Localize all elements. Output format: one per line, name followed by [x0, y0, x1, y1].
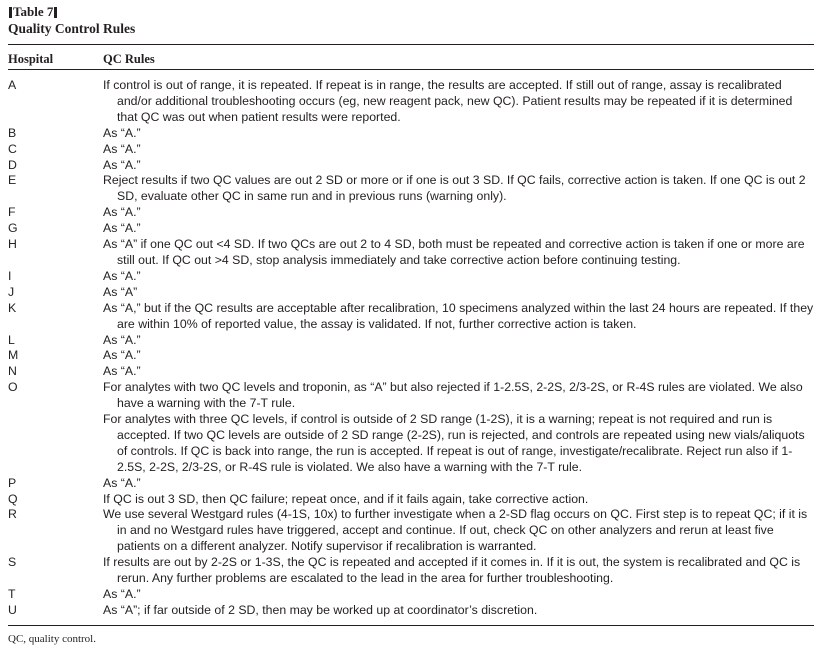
hospital-cell: Q [8, 491, 18, 506]
table-row [8, 476, 814, 492]
qc-rule-text: As “A.” [103, 587, 141, 601]
qc-rules-cell [103, 221, 814, 237]
hospital-cell: K [8, 300, 17, 315]
hospital-cell: E [8, 173, 17, 188]
hospital-cell: L [8, 332, 15, 347]
qc-rules-cell [103, 476, 814, 492]
hospital-cell: O [8, 380, 18, 395]
table-row [8, 587, 814, 603]
table-row [8, 380, 814, 475]
hospital-cell: C [8, 141, 17, 156]
table-title: Quality Control Rules [8, 21, 136, 36]
table-footnote: QC, quality control. [8, 633, 96, 645]
table-row [8, 221, 814, 237]
qc-rule-text: Reject results if two QC values are out 2 SD or more or if one is out 3 SD. If QC fails, corrective action is taken. If one QC is out 2 SD, evaluate other QC in same run and in previous runs (warning only). [103, 173, 806, 204]
qc-rule-text: As “A.” [103, 268, 141, 283]
hospital-cell: P [8, 475, 17, 490]
qc-rule-text: As “A”; if far outside of 2 SD, then may be worked up at coordinator’s discretion. [103, 602, 538, 617]
qc-rule-text: If results are out by 2-2S or 1-3S, the QC is repeated and accepted if it comes in. If it is out, the system is recalibrated and QC is rerun. Any further problems are escalated to the lead in the area for further troubleshooting. [103, 555, 801, 586]
qc-rules-cell [103, 348, 814, 364]
table-row [8, 158, 814, 174]
table-row [8, 364, 814, 380]
qc-rules-cell [103, 142, 814, 158]
qc-rules-cell [103, 555, 814, 587]
table-row [8, 301, 814, 333]
qc-rule-text: As “A.” [103, 141, 141, 156]
table-row [8, 348, 814, 364]
header-hospital: Hospital [8, 52, 54, 66]
qc-rule-text: As “A,” but if the QC results are acceptable after recalibration, 10 specimens analyzed within the last 24 hours are repeated. If they are within 10% of reported value, the assay is validated. If not, further corrective action is taken. [103, 300, 814, 331]
hospital-cell: F [8, 205, 16, 220]
qc-rule-text: As “A.” [103, 221, 141, 236]
table-row [8, 205, 814, 221]
qc-rules-cell [103, 301, 814, 333]
bottom-rule [8, 625, 814, 626]
qc-rule-text: As “A.” [103, 157, 141, 172]
qc-rules-cell [103, 333, 814, 349]
hospital-cell: G [8, 221, 18, 236]
label-marker-left [9, 7, 12, 18]
table-caption [8, 4, 135, 38]
hospital-cell: B [8, 125, 17, 140]
label-marker-right [54, 7, 57, 18]
qc-rule-text: As “A.” [103, 205, 141, 220]
table-label-text: Table 7 [13, 4, 54, 19]
table-body [8, 78, 814, 619]
qc-rule-text: As “A.” [103, 475, 141, 490]
hospital-cell: N [8, 364, 17, 379]
qc-rules-cell [103, 587, 814, 603]
hospital-cell: S [8, 555, 17, 570]
table-row [8, 269, 814, 285]
hospital-cell: R [8, 507, 17, 522]
qc-rules-cell [103, 205, 814, 221]
hospital-cell: M [8, 348, 19, 363]
hospital-cell: I [8, 268, 12, 283]
qc-rule-text: As “A” [103, 284, 138, 299]
qc-rule-text: For analytes with three QC levels, if control is outside of 2 SD range (1-2S), it is a warning; repeat is not required and run is accepted. If two QC levels are outside of 2 SD range (2-2S), run is rejected, and controls are repeated using new vials/aliquots of controls. If QC is back into range, the run is accepted. If repeat is out of range, investigate/recalibrate. Reject run also if 1-2.5S, 2-2S, 2/3-2S, or R-4S rule is violated. We also have a warning with the 7-T rule. [103, 412, 805, 474]
qc-rule-text: We use several Westgard rules (4-1S, 10x) to further investigate when a 2-SD flag occurs on QC. First step is to repeat QC; if it is in and no Westgard rules have triggered, accept and continue. If out, check QC on other analyzers and rerun at least five patients on a different analyzer. Notify supervisor if recalibration is warranted. [103, 507, 808, 554]
qc-rules-cell [103, 507, 814, 555]
qc-rules-cell [103, 173, 814, 205]
table-row [8, 173, 814, 205]
hospital-cell: H [8, 237, 17, 252]
qc-rule-text: As “A.” [103, 364, 141, 379]
table-row [8, 333, 814, 349]
table-row [8, 555, 814, 587]
qc-rule-text: As “A.” [103, 332, 141, 347]
hospital-cell: A [8, 78, 17, 92]
qc-rules-cell [103, 285, 814, 301]
qc-rules-cell [103, 492, 814, 508]
qc-rules-cell [103, 126, 814, 142]
table-row [8, 603, 814, 619]
hospital-cell: D [8, 157, 17, 172]
qc-rules-cell [103, 78, 814, 126]
qc-rules-cell [103, 237, 814, 269]
table-row [8, 492, 814, 508]
qc-rule-text: For analytes with two QC levels and troponin, as “A” but also rejected if 1-2.5S, 2-2S, 2/3-2S, or R-4S rules are violated. We also have a warning with the 7-T rule. [103, 380, 803, 411]
qc-rules-cell [103, 380, 814, 475]
qc-rules-cell [103, 269, 814, 285]
qc-rules-cell [103, 603, 814, 619]
table-row [8, 142, 814, 158]
table-row [8, 126, 814, 142]
qc-rule-text: As “A.” [103, 125, 141, 140]
table-label [8, 4, 135, 20]
table-row [8, 237, 814, 269]
table-row [8, 78, 814, 126]
qc-rule-text: As “A.” [103, 348, 141, 363]
header-rule [8, 69, 814, 70]
qc-rule-text: As “A” if one QC out <4 SD. If two QCs are out 2 to 4 SD, both must be repeated and corrective action is taken if one or more are still out. If QC out >4 SD, stop analysis immediately and take corrective action before continuing testing. [103, 237, 805, 267]
header-qc-rules: QC Rules [103, 52, 155, 66]
table-row [8, 285, 814, 301]
qc-rule-text: If control is out of range, it is repeated. If repeat is in range, the results are accepted. If still out of range, assay is recalibrated and/or additional troubleshooting occurs (eg, new reagent pack, new QC). Patient results may be repeated if it is determined that QC was out when patient results were reported. [103, 78, 793, 124]
qc-rules-cell [103, 364, 814, 380]
table-row [8, 507, 814, 555]
hospital-cell: T [8, 587, 16, 601]
qc-rule-text: If QC is out 3 SD, then QC failure; repeat once, and if it fails again, take corrective action. [103, 491, 589, 506]
top-rule [8, 44, 814, 45]
hospital-cell: U [8, 602, 17, 617]
hospital-cell: J [8, 284, 15, 299]
qc-rules-cell [103, 158, 814, 174]
